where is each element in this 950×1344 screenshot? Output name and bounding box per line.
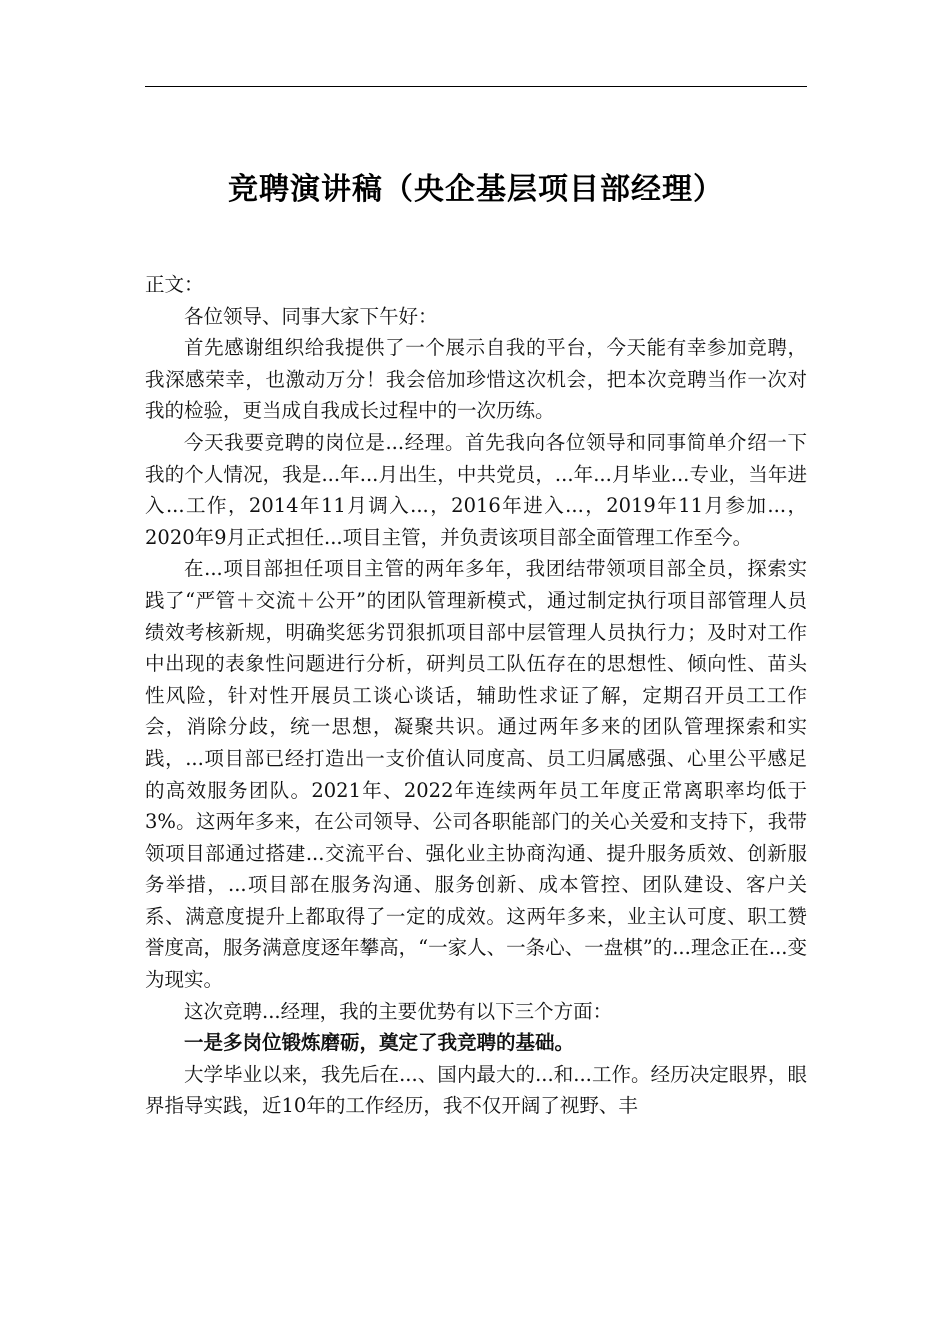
paragraph-introduction: 今天我要竞聘的岗位是...经理。首先我向各位领导和同事简单介绍一下我的个人情况，我是...年...月出生，中共党员，...年...月毕业...专业，当年进入...工作，2014年11月调入...，2016年进入...，2019年11月参加...，2020年9月正式担任...项目主管，并负责该项目部全面管理工作至今。: [145, 430, 807, 549]
paragraph-thanks: 首先感谢组织给我提供了一个展示自我的平台，今天能有幸参加竞聘，我深感荣幸，也激动万分！我会倍加珍惜这次机会，把本次竞聘当作一次对我的检验，更当成自我成长过程中的一次历练。: [145, 336, 807, 423]
paragraph-experience: 大学毕业以来，我先后在...、国内最大的...和...工作。经历决定眼界，眼界指导实践，近10年的工作经历，我不仅开阔了视野、丰: [145, 1062, 807, 1118]
document-title: 竞聘演讲稿（央企基层项目部经理）: [228, 172, 724, 207]
paragraph-achievements: 在...项目部担任项目主管的两年多年，我团结带领项目部全员，探索实践了“严管＋交流＋公开”的团队管理新模式，通过制定执行项目部管理人员绩效考核新规，明确奖惩劣罚狠抓项目部中层管理人员执行力；及时对工作中出现的表象性问题进行分析，研判员工队伍存在的思想性、倾向性、苗头性风险，针对性开展员工谈心谈话，辅助性求证了解，定期召开员工工作会，消除分歧，统一思想，凝聚共识。通过两年多来的团队管理探索和实践，...项目部已经打造出一支价值认同度高、员工归属感强、心里公平感足的高效服务团队。2021年、2022年连续两年员工年度正常离职率均低于3%。这两年多来，在公司领导、公司各职能部门的关心关爱和支持下，我带领项目部通过搭建...交流平台、强化业主协商沟通、提升服务质效、创新服务举措，...项目部在服务沟通、服务创新、成本管控、团队建设、客户关系、满意度提升上都取得了一定的成效。这两年多来，业主认可度、职工赞誉度高，服务满意度逐年攀高，“一家人、一条心、一盘棋”的...理念正在...变为现实。: [145, 557, 807, 992]
paragraph-advantages-intro: 这次竞聘...经理，我的主要优势有以下三个方面：: [184, 999, 613, 1023]
body-label: 正文：: [145, 273, 204, 296]
document-body: [145, 269, 807, 1122]
section-heading-1: 一是多岗位锻炼磨砺，奠定了我竞聘的基础。: [184, 1031, 575, 1055]
header-rule: [145, 86, 807, 87]
paragraph-greeting: 各位领导、同事大家下午好：: [184, 304, 438, 328]
